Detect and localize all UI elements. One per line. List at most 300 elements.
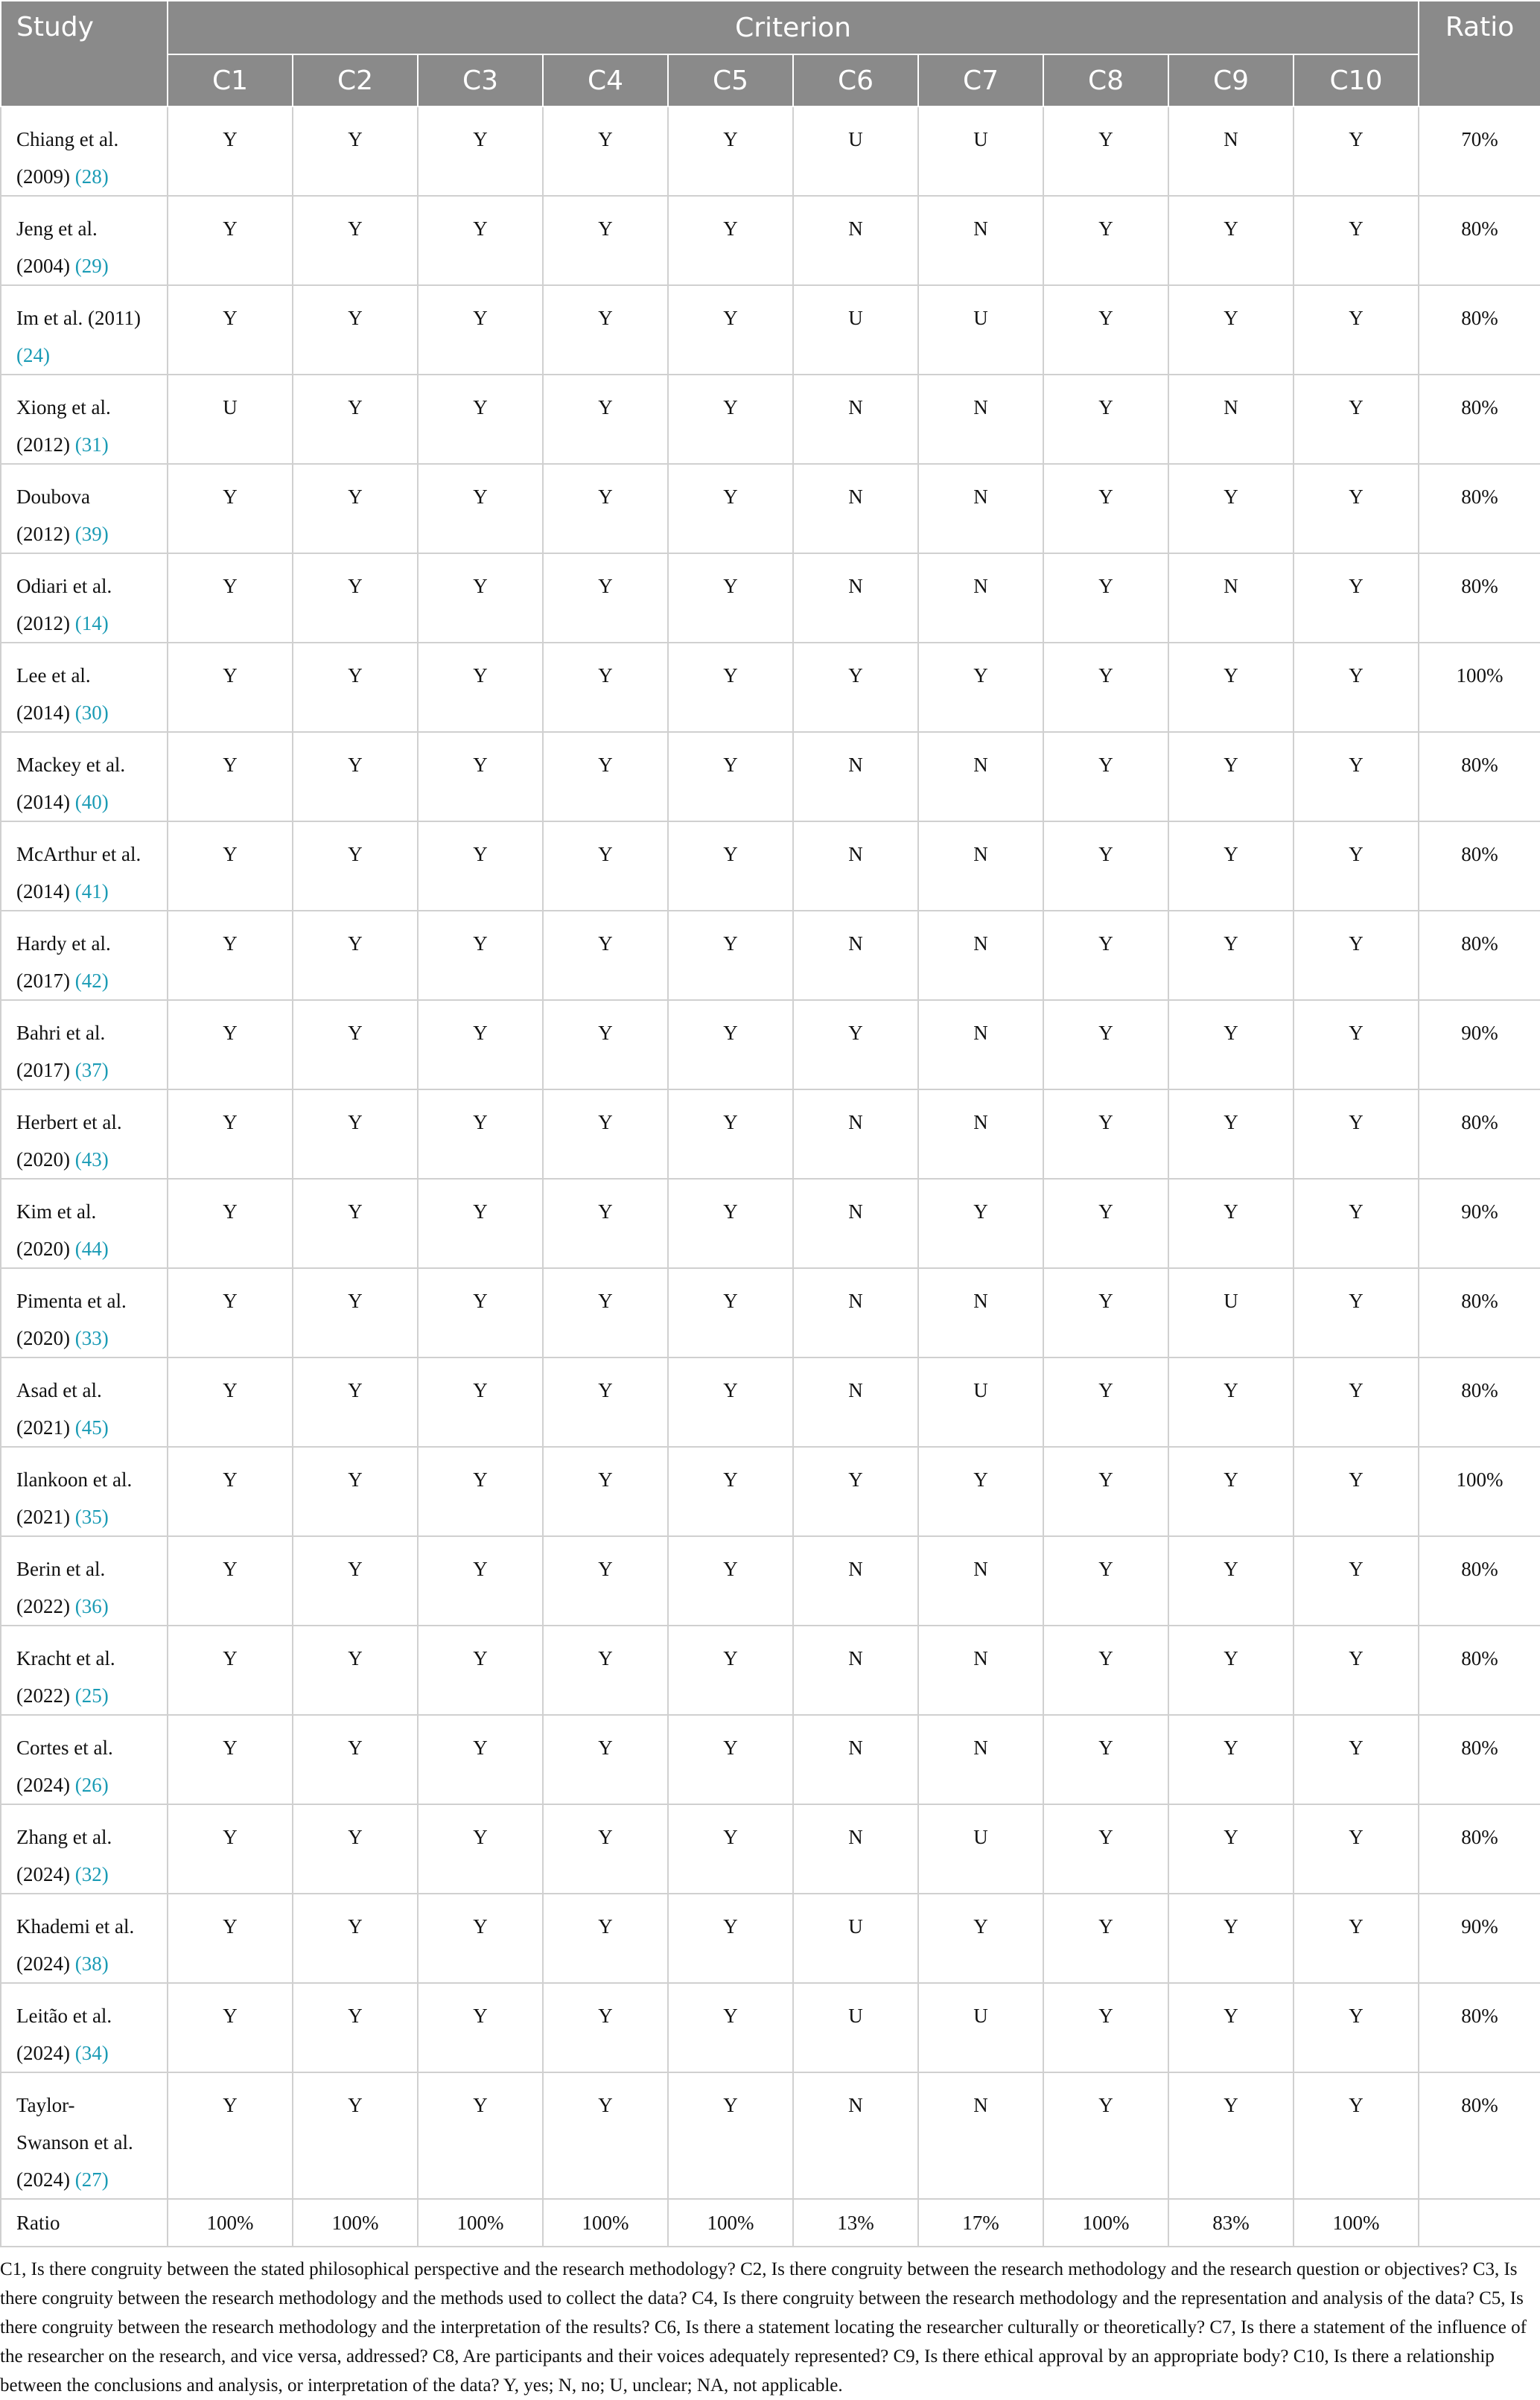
- criterion-value-cell: Y: [1043, 1447, 1168, 1536]
- criterion-value-cell: Y: [668, 1357, 793, 1447]
- study-name-line: (2012): [16, 433, 75, 456]
- criterion-value-cell: N: [793, 1626, 918, 1715]
- ratio-cell: 80%: [1419, 1268, 1540, 1357]
- criterion-value-cell: Y: [543, 1894, 668, 1983]
- criterion-header: C8: [1043, 54, 1168, 106]
- criterion-value-cell: Y: [168, 911, 293, 1000]
- reference-link[interactable]: (34): [74, 2042, 109, 2064]
- criterion-value-cell: Y: [1043, 643, 1168, 732]
- criterion-value-cell: Y: [1043, 196, 1168, 285]
- reference-link[interactable]: (25): [74, 1684, 109, 1707]
- criterion-value-cell: Y: [668, 1536, 793, 1626]
- criterion-value-cell: Y: [793, 1000, 918, 1089]
- table-row: [1, 1089, 1540, 1179]
- criterion-value-cell: Y: [668, 464, 793, 553]
- criterion-value-cell: N: [793, 1179, 918, 1268]
- criterion-value-cell: Y: [1168, 1000, 1294, 1089]
- study-name-line: Im et al. (2011): [16, 307, 141, 329]
- criterion-value-cell: Y: [293, 1268, 418, 1357]
- criterion-value-cell: Y: [168, 732, 293, 821]
- table-row: [1, 1983, 1540, 2072]
- study-name-line: McArthur et al.: [16, 843, 141, 865]
- criterion-value-cell: Y: [293, 1626, 418, 1715]
- criterion-value-cell: Y: [418, 1089, 543, 1179]
- criterion-value-cell: Y: [543, 553, 668, 643]
- criterion-value-cell: Y: [918, 1179, 1043, 1268]
- study-name-line: Kracht et al.: [16, 1647, 115, 1670]
- criterion-value-cell: Y: [543, 643, 668, 732]
- criterion-value-cell: Y: [293, 643, 418, 732]
- criterion-value-cell: Y: [1294, 375, 1419, 464]
- study-cell: [1, 1357, 168, 1447]
- ratio-cell: 80%: [1419, 732, 1540, 821]
- criterion-value-cell: N: [918, 2072, 1043, 2199]
- study-name-line: (2024): [16, 1863, 75, 1885]
- criterion-value-cell: Y: [1294, 1894, 1419, 1983]
- criterion-value-cell: Y: [168, 1447, 293, 1536]
- criterion-value-cell: N: [793, 553, 918, 643]
- study-cell: [1, 1447, 168, 1536]
- reference-link[interactable]: (35): [74, 1506, 109, 1528]
- table-row: [1, 375, 1540, 464]
- criterion-value-cell: Y: [668, 375, 793, 464]
- criterion-value-cell: N: [793, 1536, 918, 1626]
- criterion-value-cell: Y: [1294, 1000, 1419, 1089]
- criterion-value-cell: Y: [543, 106, 668, 196]
- criterion-value-cell: Y: [1043, 1804, 1168, 1894]
- criterion-value-cell: N: [793, 1089, 918, 1179]
- criterion-value-cell: Y: [168, 553, 293, 643]
- criterion-value-cell: Y: [1168, 1179, 1294, 1268]
- criterion-value-cell: Y: [293, 196, 418, 285]
- criterion-value-cell: Y: [293, 285, 418, 375]
- study-name-line: Herbert et al.: [16, 1111, 122, 1133]
- reference-link[interactable]: (24): [16, 344, 50, 366]
- criterion-value-cell: Y: [418, 1447, 543, 1536]
- criterion-value-cell: Y: [1043, 1268, 1168, 1357]
- study-cell: [1, 1268, 168, 1357]
- criterion-value-cell: N: [918, 464, 1043, 553]
- criterion-value-cell: Y: [293, 553, 418, 643]
- criterion-value-cell: N: [793, 732, 918, 821]
- totals-value-cell: 100%: [168, 2199, 293, 2247]
- ratio-cell: 80%: [1419, 196, 1540, 285]
- ratio-cell: 80%: [1419, 2072, 1540, 2199]
- study-cell: [1, 196, 168, 285]
- criterion-value-cell: Y: [168, 1626, 293, 1715]
- criterion-value-cell: Y: [293, 1804, 418, 1894]
- ratio-cell: 100%: [1419, 1447, 1540, 1536]
- criterion-value-cell: Y: [1168, 1894, 1294, 1983]
- ratio-cell: 80%: [1419, 1357, 1540, 1447]
- criterion-value-cell: Y: [543, 1357, 668, 1447]
- criterion-value-cell: Y: [1168, 1357, 1294, 1447]
- study-name-line: Odiari et al.: [16, 575, 112, 597]
- totals-value-cell: 13%: [793, 2199, 918, 2247]
- table-row: [1, 643, 1540, 732]
- reference-link[interactable]: (14): [74, 612, 109, 634]
- study-cell: [1, 1983, 168, 2072]
- criterion-value-cell: Y: [1294, 732, 1419, 821]
- header-row-criteria: [1, 54, 1540, 106]
- criterion-value-cell: Y: [168, 1715, 293, 1804]
- study-name-line: (2014): [16, 880, 75, 903]
- study-name-line: Kim et al.: [16, 1200, 97, 1223]
- criterion-value-cell: Y: [1043, 1357, 1168, 1447]
- criterion-value-cell: Y: [418, 1179, 543, 1268]
- study-name-line: (2024): [16, 1952, 75, 1975]
- criterion-value-cell: Y: [1294, 2072, 1419, 2199]
- table-row: [1, 911, 1540, 1000]
- table-row: [1, 553, 1540, 643]
- table-footnote: C1, Is there congruity between the stated philosophical perspective and the research methodology? C2, Is there congruity between the research methodology and the research question or objectives? C3, Is there congruity between the research methodology and the methods used to collect the data? C4, Is there congruity between the research methodology and the representation and analysis of the data? C5, Is there congruity between the research methodology and the interpretation of the results? C6, Is there a statement locating the researcher culturally or theoretically? C7, Is there a statement of the influence of the researcher on the research, and vice versa, addressed? C8, Are participants and their voices adequately represented? C9, Is there ethical approval by an appropriate body? C10, Is there a relationship between the conclusions and analysis, or interpretation of the data? Y, yes; N, no; U, unclear; NA, not applicable.: [0, 2259, 1527, 2396]
- criterion-value-cell: Y: [418, 1894, 543, 1983]
- criterion-header: C7: [918, 54, 1043, 106]
- criterion-value-cell: Y: [918, 1894, 1043, 1983]
- criterion-value-cell: Y: [668, 1894, 793, 1983]
- ratio-cell: 80%: [1419, 821, 1540, 911]
- criterion-value-cell: Y: [668, 196, 793, 285]
- study-name-line: (2024): [16, 2168, 75, 2191]
- criterion-value-cell: Y: [1294, 1447, 1419, 1536]
- criterion-value-cell: Y: [293, 1000, 418, 1089]
- reference-link[interactable]: (32): [74, 1863, 109, 1885]
- study-name-line: Leitão et al.: [16, 2005, 112, 2027]
- criterion-value-cell: Y: [1294, 553, 1419, 643]
- study-name-line: Cortes et al.: [16, 1737, 113, 1759]
- criterion-value-cell: N: [793, 821, 918, 911]
- reference-link[interactable]: (37): [74, 1059, 109, 1081]
- criterion-value-cell: N: [1168, 375, 1294, 464]
- totals-row: [1, 2199, 1540, 2247]
- criterion-value-cell: Y: [668, 285, 793, 375]
- criterion-value-cell: Y: [293, 375, 418, 464]
- criterion-value-cell: Y: [1043, 1894, 1168, 1983]
- criterion-value-cell: Y: [1168, 732, 1294, 821]
- criterion-value-cell: U: [168, 375, 293, 464]
- criterion-value-cell: Y: [418, 911, 543, 1000]
- criterion-value-cell: N: [1168, 106, 1294, 196]
- study-name-line: Berin et al.: [16, 1558, 106, 1580]
- criterion-value-cell: Y: [543, 464, 668, 553]
- criterion-value-cell: Y: [1043, 2072, 1168, 2199]
- criterion-value-cell: Y: [293, 1983, 418, 2072]
- reference-link[interactable]: (44): [74, 1238, 109, 1260]
- criterion-value-cell: Y: [668, 106, 793, 196]
- criterion-value-cell: Y: [1168, 464, 1294, 553]
- criterion-value-cell: Y: [668, 1715, 793, 1804]
- study-name-line: (2021): [16, 1416, 75, 1439]
- reference-link[interactable]: (36): [74, 1595, 109, 1617]
- ratio-cell: 80%: [1419, 464, 1540, 553]
- criterion-value-cell: Y: [543, 1626, 668, 1715]
- criterion-value-cell: Y: [418, 1000, 543, 1089]
- criterion-value-cell: Y: [418, 106, 543, 196]
- reference-link[interactable]: (27): [74, 2168, 109, 2191]
- study-cell: [1, 1536, 168, 1626]
- criterion-value-cell: Y: [1168, 285, 1294, 375]
- study-name-line: (2017): [16, 970, 75, 992]
- study-name-line: Bahri et al.: [16, 1022, 106, 1044]
- header-row-top: [1, 1, 1540, 54]
- totals-value-cell: 100%: [543, 2199, 668, 2247]
- criterion-value-cell: Y: [418, 1357, 543, 1447]
- criterion-value-cell: Y: [168, 196, 293, 285]
- criterion-value-cell: Y: [668, 553, 793, 643]
- study-cell: [1, 1626, 168, 1715]
- criterion-value-cell: U: [793, 285, 918, 375]
- criterion-value-cell: Y: [1294, 285, 1419, 375]
- table-row: [1, 1268, 1540, 1357]
- reference-link[interactable]: (28): [74, 165, 109, 188]
- criterion-value-cell: Y: [293, 2072, 418, 2199]
- table-row: [1, 732, 1540, 821]
- study-name-line: (2014): [16, 701, 75, 724]
- study-name-line: (2021): [16, 1506, 75, 1528]
- ratio-cell: 80%: [1419, 1715, 1540, 1804]
- criterion-value-cell: Y: [1043, 821, 1168, 911]
- criterion-value-cell: U: [1168, 1268, 1294, 1357]
- criterion-value-cell: U: [918, 1357, 1043, 1447]
- table-row: [1, 1804, 1540, 1894]
- criterion-value-cell: N: [793, 1804, 918, 1894]
- study-name-line: (2022): [16, 1595, 75, 1617]
- ratio-cell: 100%: [1419, 643, 1540, 732]
- study-cell: [1, 464, 168, 553]
- criterion-value-cell: Y: [418, 732, 543, 821]
- study-name-line: (2009): [16, 165, 75, 188]
- criterion-value-cell: Y: [168, 1536, 293, 1626]
- criterion-value-cell: Y: [543, 1804, 668, 1894]
- criterion-value-cell: Y: [168, 2072, 293, 2199]
- criterion-value-cell: N: [918, 1626, 1043, 1715]
- study-cell: [1, 553, 168, 643]
- ratio-cell: 80%: [1419, 285, 1540, 375]
- criterion-value-cell: Y: [293, 911, 418, 1000]
- criterion-value-cell: Y: [168, 821, 293, 911]
- study-name-line: Chiang et al.: [16, 128, 119, 150]
- criterion-value-cell: N: [918, 1089, 1043, 1179]
- reference-link[interactable]: (33): [74, 1327, 109, 1349]
- study-name-line: Khademi et al.: [16, 1915, 135, 1938]
- criterion-value-cell: N: [793, 196, 918, 285]
- criterion-header: C1: [168, 54, 293, 106]
- study-cell: [1, 1715, 168, 1804]
- totals-value-cell: 100%: [668, 2199, 793, 2247]
- criterion-value-cell: Y: [418, 821, 543, 911]
- table-row: [1, 1536, 1540, 1626]
- criterion-value-cell: Y: [418, 1804, 543, 1894]
- criterion-value-cell: Y: [293, 1179, 418, 1268]
- reference-link[interactable]: (29): [74, 255, 109, 277]
- criterion-value-cell: Y: [668, 1804, 793, 1894]
- study-cell: [1, 1894, 168, 1983]
- table-row: [1, 285, 1540, 375]
- criterion-value-cell: Y: [1043, 1089, 1168, 1179]
- criterion-value-cell: Y: [1168, 1804, 1294, 1894]
- criterion-value-cell: Y: [1294, 1715, 1419, 1804]
- criterion-value-cell: Y: [1294, 1179, 1419, 1268]
- criterion-value-cell: Y: [418, 1715, 543, 1804]
- totals-value-cell: 100%: [1043, 2199, 1168, 2247]
- criterion-value-cell: Y: [418, 1268, 543, 1357]
- criterion-value-cell: Y: [543, 1179, 668, 1268]
- reference-link[interactable]: (26): [74, 1774, 109, 1796]
- criterion-value-cell: Y: [1043, 1983, 1168, 2072]
- criterion-value-cell: U: [918, 106, 1043, 196]
- ratio-cell: 70%: [1419, 106, 1540, 196]
- study-cell: [1, 285, 168, 375]
- criterion-value-cell: Y: [1043, 1626, 1168, 1715]
- table-body: [1, 106, 1540, 2247]
- table-row: [1, 1179, 1540, 1268]
- reference-link[interactable]: (41): [74, 880, 109, 903]
- criterion-value-cell: U: [793, 1894, 918, 1983]
- criterion-value-cell: Y: [668, 2072, 793, 2199]
- criterion-value-cell: Y: [1294, 464, 1419, 553]
- study-cell: [1, 643, 168, 732]
- totals-value-cell: 100%: [418, 2199, 543, 2247]
- criterion-value-cell: Y: [1168, 821, 1294, 911]
- study-cell: [1, 2072, 168, 2199]
- criterion-value-cell: Y: [418, 1626, 543, 1715]
- criterion-value-cell: Y: [543, 196, 668, 285]
- reference-link[interactable]: (30): [74, 701, 109, 724]
- study-cell: [1, 1089, 168, 1179]
- criterion-value-cell: Y: [543, 1536, 668, 1626]
- criterion-value-cell: Y: [293, 1715, 418, 1804]
- study-cell: [1, 732, 168, 821]
- criterion-value-cell: Y: [1043, 1000, 1168, 1089]
- criterion-value-cell: Y: [1168, 1983, 1294, 2072]
- criterion-value-cell: Y: [168, 1268, 293, 1357]
- study-name-line: (2020): [16, 1238, 75, 1260]
- ratio-cell: 80%: [1419, 911, 1540, 1000]
- criterion-value-cell: Y: [293, 1357, 418, 1447]
- study-name-line: (2012): [16, 612, 75, 634]
- reference-link[interactable]: (42): [74, 970, 109, 992]
- criterion-header: C9: [1168, 54, 1294, 106]
- criterion-value-cell: Y: [793, 1447, 918, 1536]
- criterion-value-cell: N: [793, 2072, 918, 2199]
- study-name-line: Mackey et al.: [16, 754, 126, 776]
- criterion-value-cell: N: [918, 196, 1043, 285]
- ratio-cell: 90%: [1419, 1894, 1540, 1983]
- criterion-value-cell: Y: [668, 821, 793, 911]
- criterion-value-cell: Y: [418, 2072, 543, 2199]
- study-name-line: Ilankoon et al.: [16, 1468, 133, 1491]
- criterion-value-cell: Y: [168, 1983, 293, 2072]
- study-cell: [1, 1179, 168, 1268]
- criterion-value-cell: Y: [418, 196, 543, 285]
- criterion-value-cell: Y: [1294, 911, 1419, 1000]
- criterion-value-cell: Y: [543, 1983, 668, 2072]
- totals-value-cell: 83%: [1168, 2199, 1294, 2247]
- criterion-value-cell: N: [793, 1268, 918, 1357]
- criterion-value-cell: Y: [1168, 1715, 1294, 1804]
- reference-link[interactable]: (43): [74, 1148, 109, 1171]
- criterion-header: C5: [668, 54, 793, 106]
- criterion-value-cell: Y: [543, 375, 668, 464]
- ratio-cell: 80%: [1419, 1536, 1540, 1626]
- table-row: [1, 1357, 1540, 1447]
- criterion-value-cell: Y: [168, 643, 293, 732]
- criterion-value-cell: Y: [1168, 1089, 1294, 1179]
- criterion-value-cell: Y: [1168, 911, 1294, 1000]
- criterion-header: C4: [543, 54, 668, 106]
- criterion-value-cell: Y: [293, 732, 418, 821]
- criterion-value-cell: Y: [293, 1536, 418, 1626]
- study-name-line: Taylor-: [16, 2094, 75, 2116]
- criterion-value-cell: Y: [1294, 821, 1419, 911]
- study-name-line: (2024): [16, 2042, 75, 2064]
- criterion-value-cell: Y: [543, 1715, 668, 1804]
- table-row: [1, 1894, 1540, 1983]
- criterion-value-cell: Y: [1043, 285, 1168, 375]
- criterion-value-cell: U: [793, 106, 918, 196]
- criterion-value-cell: Y: [668, 732, 793, 821]
- study-name-line: Doubova: [16, 486, 90, 508]
- criterion-value-cell: Y: [1043, 1715, 1168, 1804]
- study-name-line: Swanson et al.: [16, 2131, 133, 2154]
- criterion-value-cell: Y: [543, 2072, 668, 2199]
- criterion-value-cell: Y: [668, 1089, 793, 1179]
- criterion-value-cell: Y: [168, 1089, 293, 1179]
- criterion-value-cell: N: [918, 1000, 1043, 1089]
- reference-link[interactable]: (31): [74, 433, 109, 456]
- criterion-value-cell: Y: [418, 375, 543, 464]
- criterion-value-cell: Y: [1043, 911, 1168, 1000]
- criterion-value-cell: U: [918, 1804, 1043, 1894]
- criterion-value-cell: Y: [668, 1179, 793, 1268]
- criterion-value-cell: Y: [293, 1089, 418, 1179]
- criterion-value-cell: Y: [1168, 1447, 1294, 1536]
- criterion-value-cell: Y: [168, 1357, 293, 1447]
- criterion-value-cell: Y: [1043, 1179, 1168, 1268]
- study-name-line: (2020): [16, 1148, 75, 1171]
- criterion-value-cell: Y: [168, 285, 293, 375]
- criterion-value-cell: Y: [543, 1268, 668, 1357]
- criterion-value-cell: Y: [1294, 106, 1419, 196]
- criterion-value-cell: N: [918, 375, 1043, 464]
- study-name-line: (2020): [16, 1327, 75, 1349]
- totals-ratio-cell: [1419, 2199, 1540, 2247]
- reference-link[interactable]: (40): [74, 791, 109, 813]
- criterion-value-cell: Y: [1294, 1536, 1419, 1626]
- criterion-value-cell: N: [793, 375, 918, 464]
- study-name-line: (2004): [16, 255, 75, 277]
- reference-link[interactable]: (45): [74, 1416, 109, 1439]
- criterion-value-cell: Y: [1043, 106, 1168, 196]
- ratio-cell: 80%: [1419, 1983, 1540, 2072]
- totals-label-cell: Ratio: [1, 2199, 168, 2247]
- criterion-value-cell: Y: [668, 1447, 793, 1536]
- criterion-value-cell: Y: [1294, 643, 1419, 732]
- study-name-line: Hardy et al.: [16, 932, 111, 955]
- ratio-column-header: Ratio: [1419, 1, 1540, 106]
- study-cell: [1, 375, 168, 464]
- criterion-value-cell: N: [1168, 553, 1294, 643]
- reference-link[interactable]: (39): [74, 523, 109, 545]
- reference-link[interactable]: (38): [74, 1952, 109, 1975]
- criterion-value-cell: Y: [1294, 1983, 1419, 2072]
- criterion-value-cell: Y: [168, 1894, 293, 1983]
- totals-value-cell: 100%: [1294, 2199, 1419, 2247]
- criterion-header: C10: [1294, 54, 1419, 106]
- criterion-value-cell: Y: [293, 1894, 418, 1983]
- criterion-value-cell: Y: [293, 821, 418, 911]
- criterion-value-cell: Y: [168, 1179, 293, 1268]
